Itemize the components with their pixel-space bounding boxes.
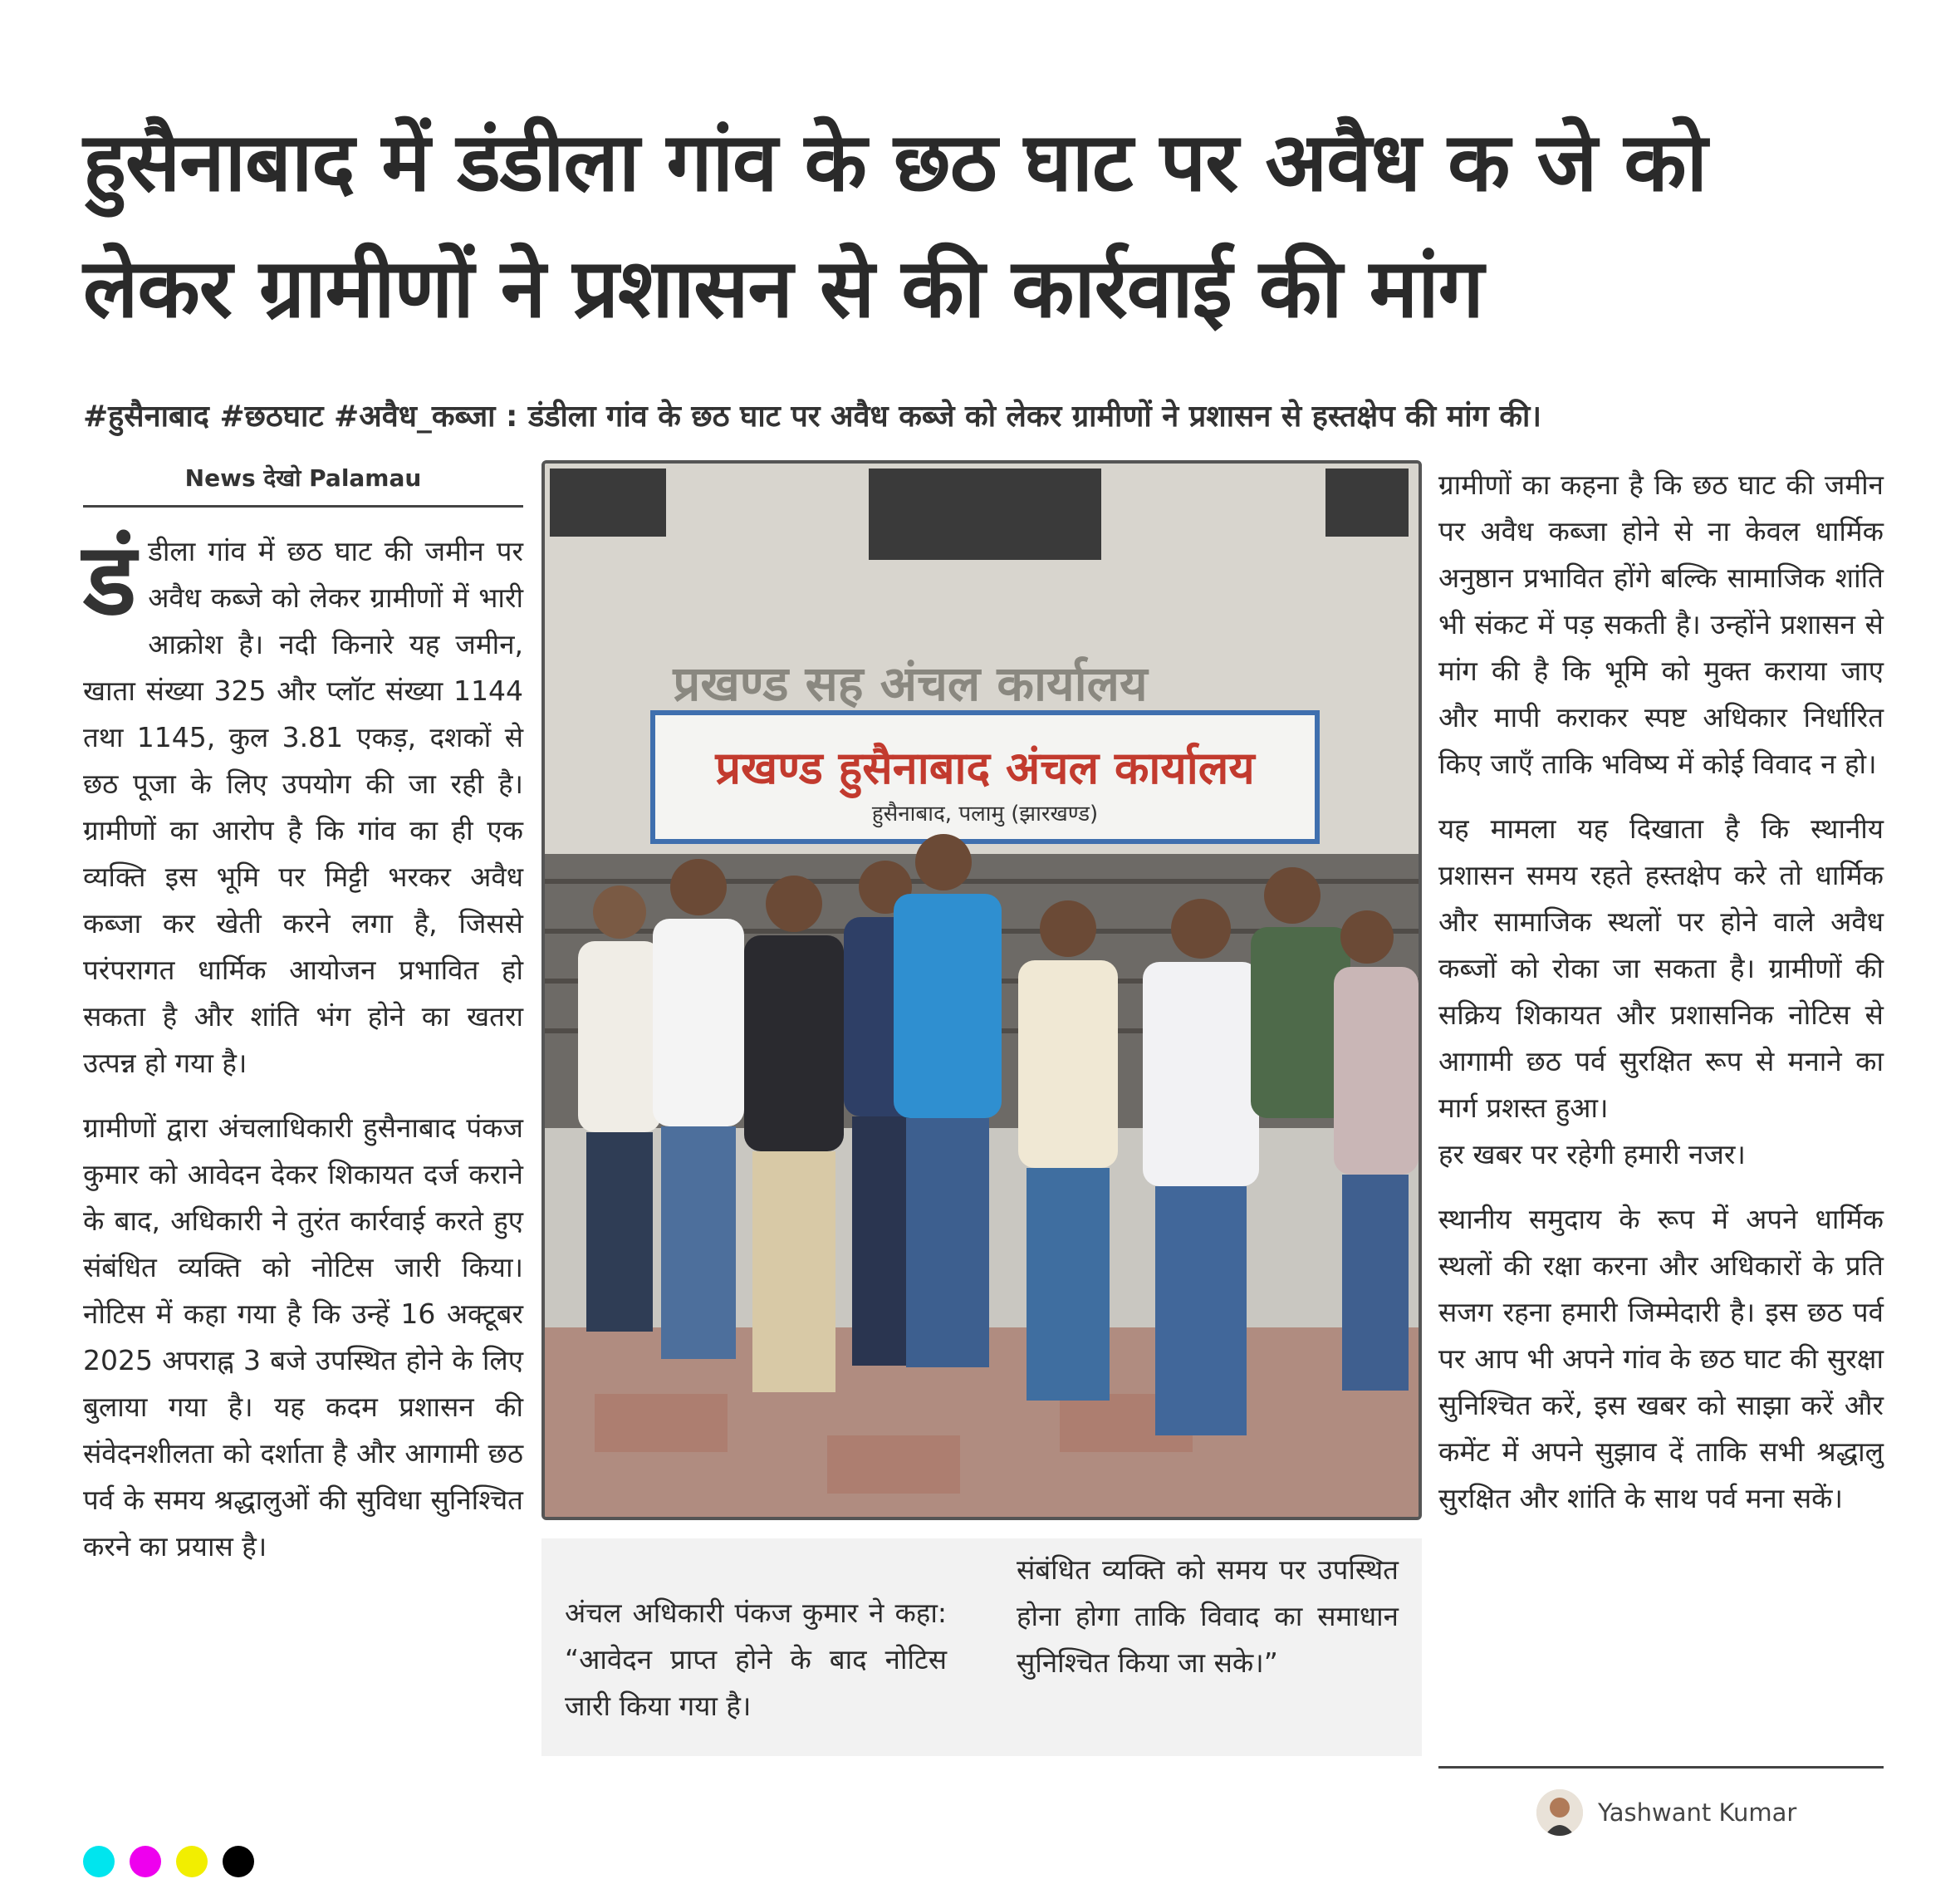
- registration-marks: [83, 1846, 254, 1877]
- right-paragraph-3: स्थानीय समुदाय के रूप में अपने धार्मिक स्थलों की रक्षा करना और अधिकारों के प्रति सजग रहना हमारी जिम्मेदारी है। इस छठ पर्व पर आप भी अपने गांव के छठ घाट की सुरक्षा सुनिश्चित करें, इस खबर को साझा करें और कमेंट में अपने सुझाव दें ताकि सभी श्रद्धालु सुरक्षित और शांति के साथ पर्व मना सकें।: [1438, 1203, 1884, 1514]
- headline-line-1: हुसैनाबाद में डंडीला गांव के छठ घाट पर अवैध क जे को: [83, 115, 1708, 210]
- right-paragraph-2-text: यह मामला यह दिखाता है कि स्थानीय प्रशासन समय रहते हस्तक्षेप करे तो धार्मिक और सामाजिक स्थलों पर होने वाले अवैध कब्जों को रोका जा सकता है। ग्रामीणों की सक्रिय शिकायत और प्रशासनिक नोटिस से आगामी छठ पर्व सुरक्षित रूप से मनाने का मार्ग प्रशस्त हुआ।: [1438, 812, 1884, 1124]
- magenta-dot: [130, 1846, 161, 1877]
- caption-quote-part-1: अंचल अधिकारी पंकज कुमार ने कहा: “आवेदन प्राप्त होने के बाद नोटिस जारी किया गया है।: [565, 1597, 947, 1722]
- source-divider: [83, 505, 523, 508]
- right-paragraph-1: ग्रामीणों का कहना है कि छठ घाट की जमीन पर अवैध कब्जा होने से ना केवल धार्मिक अनुष्ठान प्रभावित होंगे बल्कि सामाजिक शांति भी संकट में पड़ सकती है। उन्होंने प्रशासन से मांग की है कि भूमि को मुक्त कराया जाए और मापी कराकर स्पष्ट अधिकार निर्धारित किए जाएँ ताकि भविष्य में कोई विवाद न हो।: [1438, 469, 1884, 780]
- news-photo: [541, 460, 1422, 1520]
- source-credit: News देखो Palamau: [184, 464, 422, 492]
- photo-illustration: [545, 464, 1419, 1517]
- author-avatar: [1536, 1789, 1583, 1836]
- yellow-dot: [176, 1846, 208, 1877]
- caption-quote-part-2: संबंधित व्यक्ति को समय पर उपस्थित होना होगा ताकि विवाद का समाधान सुनिश्चित किया जा सके।”: [1017, 1553, 1399, 1679]
- subhead: #हुसैनाबाद #छठघाट #अवैध_कब्जा : डंडीला गांव के छठ घाट पर अवैध कब्जे को लेकर ग्रामीणों ने प्रशासन से हस्तक्षेप की मांग की।: [83, 400, 1541, 434]
- right-paragraph-2: [1438, 806, 1884, 1178]
- left-paragraph-1: [83, 522, 523, 1087]
- photo-sign-sub: हुसैनाबाद, पलामु (झारखण्ड): [871, 802, 1099, 827]
- right-column: [1438, 462, 1884, 1540]
- left-column: [83, 522, 523, 1588]
- photo-caption: [541, 1538, 1422, 1756]
- headline: [83, 100, 1910, 352]
- left-paragraph-2: ग्रामीणों द्वारा अंचलाधिकारी हुसैनाबाद पंकज कुमार को आवेदन देकर शिकायत दर्ज कराने के बाद, अधिकारी ने तुरंत कार्रवाई करते हुए संबंधित व्यक्ति को नोटिस जारी किया। नोटिस में कहा गया है कि उन्हें 16 अक्टूबर 2025 अपराह्न 3 बजे उपस्थित होने के लिए बुलाया गया है। यह कदम प्रशासन की संवेदनशीलता को दर्शाता है और आगामी छठ पर्व के समय श्रद्धालुओं की सुविधा सुनिश्चित करने का प्रयास है।: [83, 1111, 523, 1563]
- cyan-dot: [83, 1846, 115, 1877]
- photo-sign-top: प्रखण्ड सह अंचल कार्यालय: [673, 655, 1148, 712]
- author-byline: [1536, 1789, 1796, 1836]
- avatar-icon: [1536, 1789, 1583, 1836]
- left-paragraph-1-text: डीला गांव में छठ घाट की जमीन पर अवैध कब्जे को लेकर ग्रामीणों में भारी आक्रोश है। नदी किनारे यह जमीन, खाता संख्या 325 और प्लॉट संख्या 1144 तथा 1145, कुल 3.81 एकड़, दशकों से छठ पूजा के लिए उपयोग की जा रही है। ग्रामीणों का आरोप है कि गांव का ही एक व्यक्ति इस भूमि पर मिट्टी भरकर अवैध कब्जा कर खेती करने लगा है, जिससे परंपरागत धार्मिक आयोजन प्रभावित हो सकता है और शांति भंग होने का खतरा उत्पन्न हो गया है।: [83, 535, 523, 1079]
- author-divider: [1438, 1766, 1884, 1769]
- photo-sign-main: प्रखण्ड हुसैनाबाद अंचल कार्यालय: [715, 742, 1255, 794]
- black-dot: [223, 1846, 254, 1877]
- author-name: Yashwant Kumar: [1598, 1798, 1797, 1827]
- headline-line-2: लेकर ग्रामीणों ने प्रशासन से की कार्रवाई की मांग: [83, 242, 1483, 336]
- tagline: हर खबर पर रहेगी हमारी नजर।: [1438, 1138, 1746, 1170]
- dropcap: डं: [83, 522, 137, 638]
